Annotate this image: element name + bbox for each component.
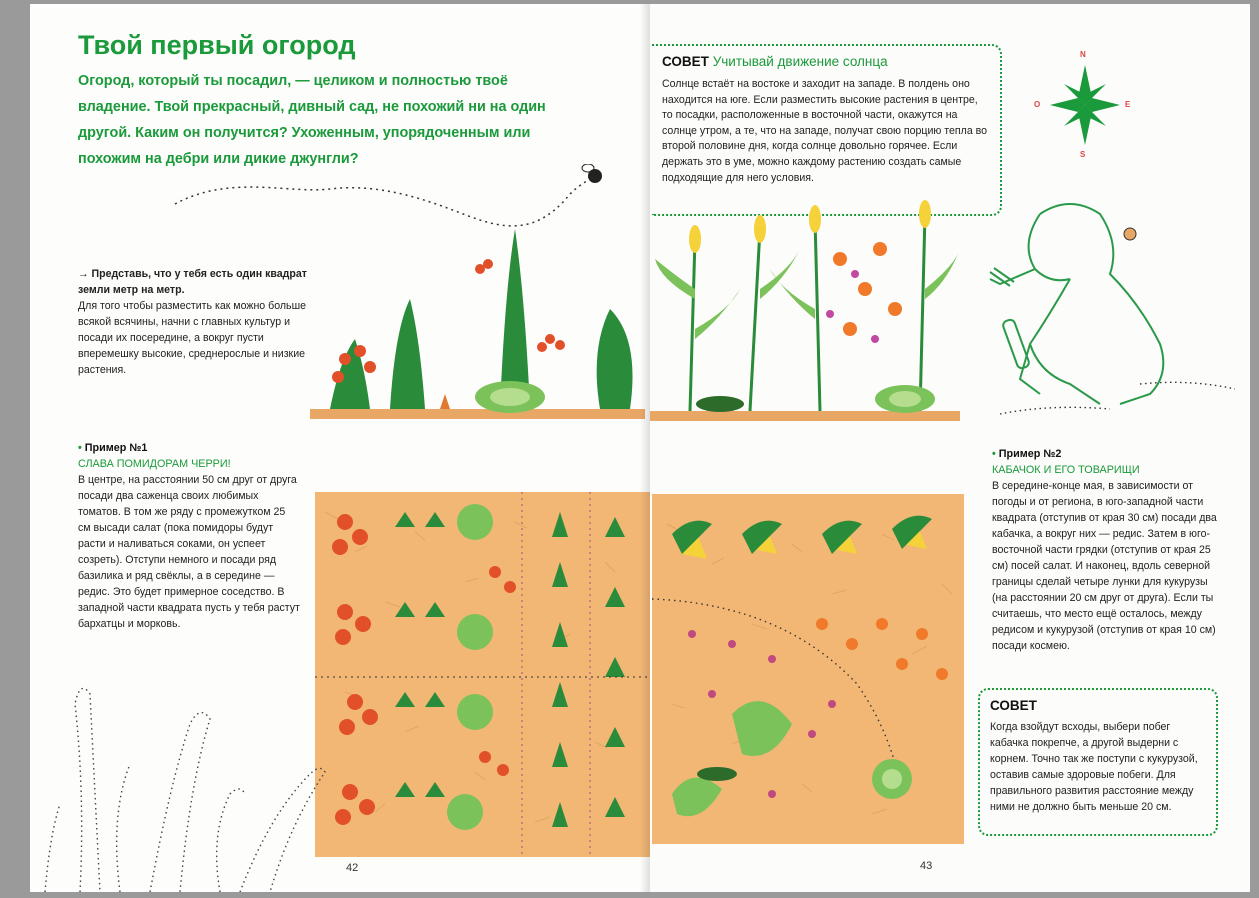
compass-o-label: O bbox=[1034, 100, 1041, 109]
corn-garden-illustration bbox=[650, 199, 960, 429]
page-title: Твой первый огород bbox=[78, 30, 356, 60]
imagine-paragraph bbox=[78, 266, 318, 378]
example-1-text: В центре, на расстоянии 50 см друг от друга посади два саженца своих любимых томатов. В том же ряду с промежутком 25 см высади салат (пока помидоры будут расти и наливаться соками, он успеет созреть). Отступи немного и посади ряд базилика и ряд свёклы, а в середине — редис. Это будет примерное соседство. В западной части квадрата пусть у тебя растут бархатцы и морковь. bbox=[78, 474, 300, 630]
compass-n-label: N bbox=[1080, 50, 1086, 59]
page-number-left: 42 bbox=[346, 862, 359, 874]
compass-rose-icon bbox=[1050, 60, 1120, 150]
tip-box-seedlings bbox=[978, 688, 1218, 836]
example-1-heading: Пример №1 bbox=[84, 442, 148, 454]
example-2-heading: Пример №2 bbox=[998, 448, 1062, 460]
tip-1-text: Солнце встаёт на востоке и заходит на западе. В полдень оно находится на юге. Если разместить высокие растения в центре, то посадки, расположенные в восточной части, окажутся на солнце утром, а те, что на западе, получат свою порцию тепла во второй половине дня, когда солнце довольно горячее. Если держать это в уме, можно каждому растению создать самые подходящие для него условия. bbox=[662, 78, 988, 184]
tip-1-title: Учитывай движение солнца bbox=[712, 54, 888, 69]
example-2-text: В середине-конце мая, в зависимости от погоды и от региона, в юго-западной части квадрата (отступив от края 30 см) посади два кабачка, а вокруг них — редис. Затем в юго-восточной части грядки (отступив от края 25 см) посей салат. И наконец, вдоль северной границы сделай четыре лунки для кукурузы (на расстоянии 20 см друг от друга). Если ты считаешь, что место ещё осталось, между редисом и кукурузой (отступив от края 10 см) посади космею. bbox=[992, 480, 1217, 652]
tip-1-label: СОВЕТ bbox=[662, 54, 709, 69]
example-1: • Пример №1 СЛАВА ПОМИДОРАМ ЧЕРРИ! В центре, на расстоянии 50 см друг от друга посади два саженца своих любимых томатов. В том же ряду с промежутком 25 см высади салат (пока помидоры будут расти и наливаться соками, он успеет созреть). Отступи немного и посади ряд базилика и ряд свёклы, а в середине — редис. Это будет примерное соседство. В западной части квадрата пусть у тебя растут бархатцы и морковь. bbox=[78, 442, 300, 630]
right-page bbox=[650, 4, 1250, 892]
dotted-grass-illustration bbox=[40, 664, 330, 892]
tomato-plot-illustration bbox=[315, 492, 650, 857]
tip-2-text: Когда взойдут всходы, выбери побег кабачка покрепче, а другой выдерни с корнем. Точно так же поступи с кукурузой, оставив самые здоровые побеги. Для правильного развития расстояние между ними не должно быть меньше 20 см. bbox=[990, 721, 1198, 813]
page-number-right: 43 bbox=[920, 860, 933, 872]
compass-e-label: E bbox=[1125, 100, 1131, 109]
tip-box-sun bbox=[652, 44, 1002, 216]
compass-s-label: S bbox=[1080, 150, 1086, 159]
example-2: • Пример №2 КАБАЧОК И ЕГО ТОВАРИЩИ В середине-конце мая, в зависимости от погоды и от региона, в юго-западной части квадрата (отступив от края 30 см) посади два кабачка, а вокруг них — редис. Затем в юго-восточной части грядки (отступив от края 25 см) посей салат. И наконец, вдоль северной границы сделай четыре лунки для кукурузы (на расстоянии 20 см друг от друга). Если ты считаешь, что место ещё осталось, между редисом и кукурузой (отступив от края 10 см) посади космею. bbox=[992, 446, 1224, 654]
garden-side-illustration bbox=[310, 219, 650, 424]
imagine-heading: → Представь, что у тебя есть один квадрат земли метр на метр. bbox=[78, 268, 307, 296]
example-2-subtitle: КАБАЧОК И ЕГО ТОВАРИЩИ bbox=[992, 464, 1140, 476]
example-1-subtitle: СЛАВА ПОМИДОРАМ ЧЕРРИ! bbox=[78, 458, 231, 470]
left-page bbox=[30, 4, 650, 892]
tip-2-label: СОВЕТ bbox=[990, 698, 1037, 713]
intro-text: Огород, который ты посадил, — целиком и полностью твоё владение. Твой прекрасный, дивный сад, не похожий ни на один другой. Каким он получится? Ухоженным, упорядоченным или похожим на дебри или дикие джунгли? bbox=[78, 73, 546, 167]
zucchini-plot-illustration bbox=[652, 494, 964, 844]
dotted-ground-lines bbox=[990, 364, 1240, 424]
imagine-text: Для того чтобы разместить как можно больше всякой всячины, начни с главных культур и посади их посередине, а вокруг пусти вперемешку высокие, среднерослые и низкие растения. bbox=[78, 300, 306, 376]
